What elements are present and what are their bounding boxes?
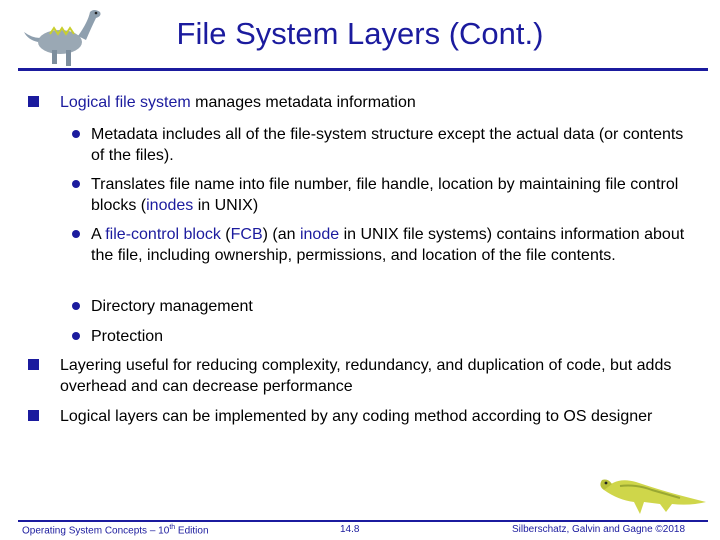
bullet-text: Translates file name into file number, file handle, location by maintaining file control blocks (: [91, 176, 679, 214]
footer-divider: [18, 520, 708, 522]
square-bullet-icon: [28, 359, 39, 370]
title-divider: [18, 68, 708, 71]
round-bullet-icon: [72, 302, 80, 310]
page-number: 14.8: [340, 524, 360, 535]
round-bullet-icon: [72, 230, 80, 238]
sub-bullet-protection: Protection: [91, 328, 164, 345]
term-file-control-block: file-control block: [105, 226, 221, 243]
sub-bullet-metadata: Metadata includes all of the file-system structure except the actual data (or contents of the files).: [91, 126, 684, 164]
round-bullet-icon: [72, 180, 80, 188]
page-title: File System Layers (Cont.): [176, 16, 544, 51]
bullet-logical-fs: [60, 92, 690, 113]
bullet-text: A: [91, 226, 106, 243]
sub-bullet-fcb: [91, 224, 691, 266]
square-bullet-icon: [28, 410, 39, 421]
bullet-logical-layers: Logical layers can be implemented by any coding method according to OS designer: [60, 408, 653, 425]
term-inodes: inodes: [146, 197, 194, 214]
bullet-text: in UNIX file systems) contains information about the file, including ownership, permissions, and location of the file contents.: [91, 226, 685, 264]
round-bullet-icon: [72, 332, 80, 340]
footer-text: Operating System Concepts – 10: [22, 525, 170, 537]
bullet-text: (: [220, 226, 231, 243]
term-logical-file-system: Logical file system: [60, 94, 191, 111]
term-fcb: FCB: [230, 226, 263, 243]
sub-bullet-translates: [91, 174, 691, 216]
footer-authors: Silberschatz, Galvin and Gagne ©2018: [512, 524, 686, 535]
footer-text: Edition: [175, 525, 209, 537]
sub-bullet-directory: Directory management: [91, 298, 253, 315]
dinosaur-logo-icon: [596, 462, 716, 522]
term-inode: inode: [299, 226, 340, 243]
bullet-text: in UNIX): [193, 197, 259, 214]
footer-superscript: th: [169, 524, 176, 531]
bullet-text: ) (an: [262, 226, 300, 243]
round-bullet-icon: [72, 130, 80, 138]
bullet-text: manages metadata information: [190, 94, 416, 111]
square-bullet-icon: [28, 96, 39, 107]
bullet-layering: Layering useful for reducing complexity, redundancy, and duplication of code, but adds overhead and can decrease performance: [60, 357, 672, 395]
dinosaur-logo-icon: [22, 4, 114, 72]
footer-book-title: [22, 524, 209, 536]
